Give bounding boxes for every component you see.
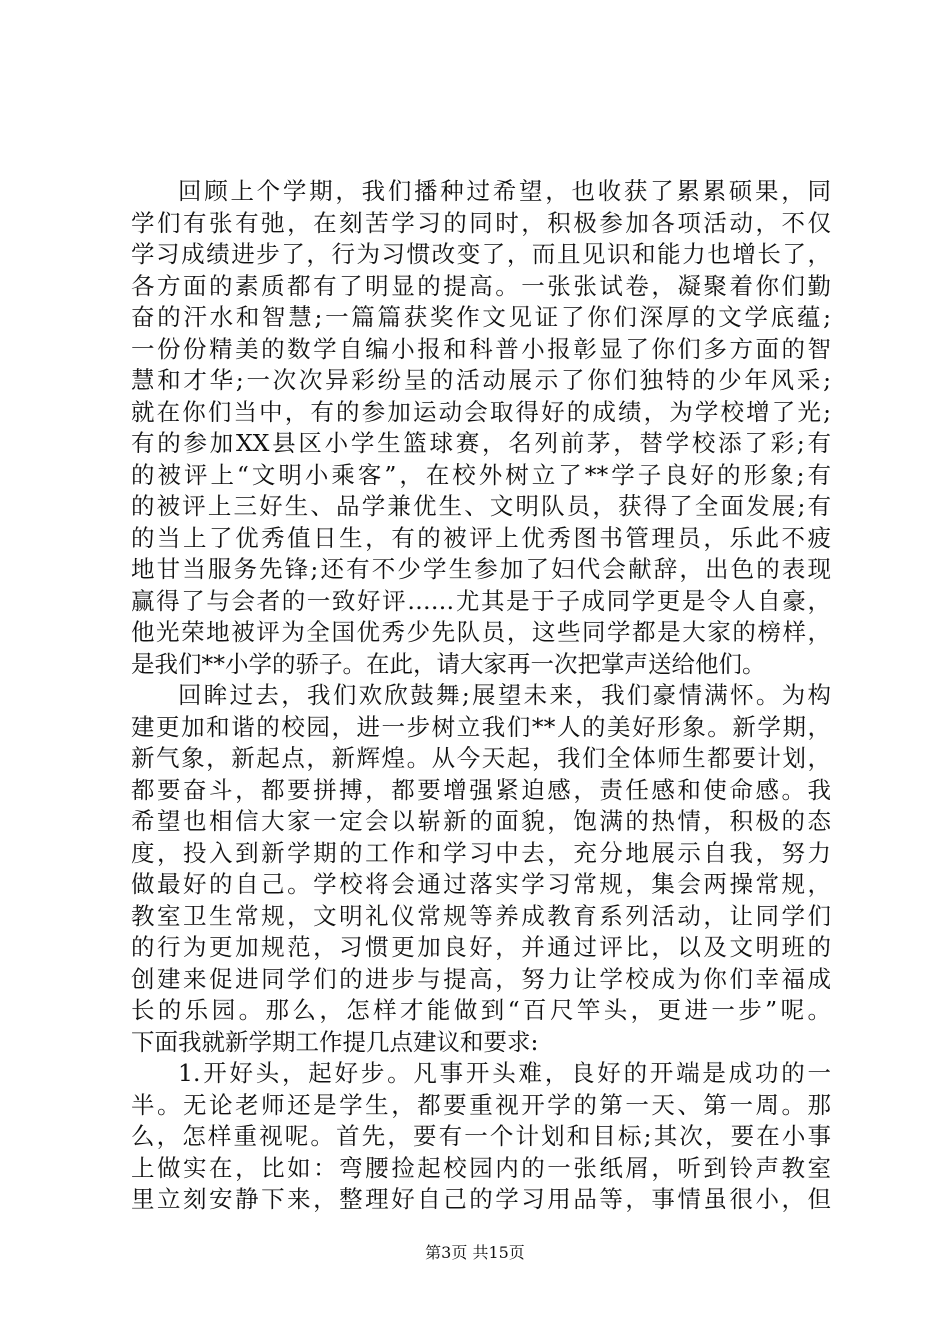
text-line: 慧和才华;一次次异彩纷呈的活动展示了你们独特的少年风采; [131, 366, 831, 394]
document-body [131, 176, 831, 1216]
text-line: 1.开好头，起好步。凡事开头难，良好的开端是成功的一 [178, 1059, 831, 1087]
text-line: 地甘当服务先锋;还有不少学生参加了妇代会献辞，出色的表现 [131, 555, 831, 583]
text-line: 半。无论老师还是学生，都要重视开学的第一天、第一周。那 [131, 1090, 831, 1119]
text-line: 做最好的自己。学校将会通过落实学习常规，集会两操常规， [131, 870, 831, 898]
text-line: 是我们**小学的骄子。在此，请大家再一次把掌声送给他们。 [131, 649, 766, 678]
text-line: 的被评上三好生、品学兼优生、文明队员，获得了全面发展;有 [131, 492, 831, 520]
text-line: 的当上了优秀值日生，有的被评上优秀图书管理员，乐此不疲 [131, 523, 831, 552]
text-line: 一份份精美的数学自编小报和科普小报彰显了你们多方面的智 [131, 334, 831, 363]
text-line: 度，投入到新学期的工作和学习中去，充分地展示自我，努力 [131, 838, 831, 867]
paragraph [131, 176, 831, 680]
text-line: 长的乐园。那么，怎样才能做到“百尺竿头，更进一步”呢。 [131, 996, 831, 1024]
text-line: 各方面的素质都有了明显的提高。一张张试卷，凝聚着你们勤 [131, 271, 831, 300]
text-line: 他光荣地被评为全国优秀少先队员，这些同学都是大家的榜样， [131, 618, 831, 646]
text-line: 下面我就新学期工作提几点建议和要求: [131, 1027, 539, 1056]
page-footer: 第3页 共15页 [425, 1243, 525, 1262]
paragraph [131, 1058, 831, 1216]
text-line: 回顾上个学期，我们播种过希望，也收获了累累硕果，同 [178, 177, 831, 205]
text-line: 学们有张有弛，在刻苦学习的同时，积极参加各项活动，不仅 [131, 208, 831, 237]
text-line: 有的参加XX县区小学生篮球赛，名列前茅，替学校添了彩;有 [131, 429, 831, 457]
text-line: 教室卫生常规，文明礼仪常规等养成教育系列活动，让同学们 [131, 901, 831, 930]
text-line: 里立刻安静下来，整理好自己的学习用品等，事情虽很小，但 [131, 1185, 831, 1213]
text-line: 建更加和谐的校园，进一步树立我们**人的美好形象。新学期， [131, 712, 831, 741]
text-line: 上做实在，比如：弯腰捡起校园内的一张纸屑，听到铃声教室 [131, 1153, 831, 1182]
text-line: 的行为更加规范，习惯更加良好，并通过评比，以及文明班的 [131, 933, 831, 961]
text-line: 赢得了与会者的一致好评……尤其是于子成同学更是令人自豪， [131, 586, 831, 615]
text-line: 希望也相信大家一定会以崭新的面貌，饱满的热情，积极的态 [131, 807, 831, 835]
text-line: 都要奋斗，都要拼搏，都要增强紧迫感，责任感和使命感。我 [131, 775, 831, 804]
text-line: 创建来促进同学们的进步与提高，努力让学校成为你们幸福成 [131, 964, 831, 993]
text-line: 新气象，新起点，新辉煌。从今天起，我们全体师生都要计划， [131, 744, 831, 772]
text-line: 回眸过去，我们欢欣鼓舞;展望未来，我们豪情满怀。为构 [178, 681, 831, 709]
text-line: 么，怎样重视呢。首先，要有一个计划和目标;其次，要在小事 [131, 1122, 831, 1150]
text-line: 奋的汗水和智慧;一篇篇获奖作文见证了你们深厚的文学底蕴; [131, 303, 831, 331]
text-line: 学习成绩进步了，行为习惯改变了，而且见识和能力也增长了， [131, 240, 831, 268]
text-line: 的被评上“文明小乘客”，在校外树立了**学子良好的形象;有 [131, 460, 831, 489]
text-line: 就在你们当中，有的参加运动会取得好的成绩，为学校增了光; [131, 397, 831, 426]
paragraph [131, 680, 831, 1058]
